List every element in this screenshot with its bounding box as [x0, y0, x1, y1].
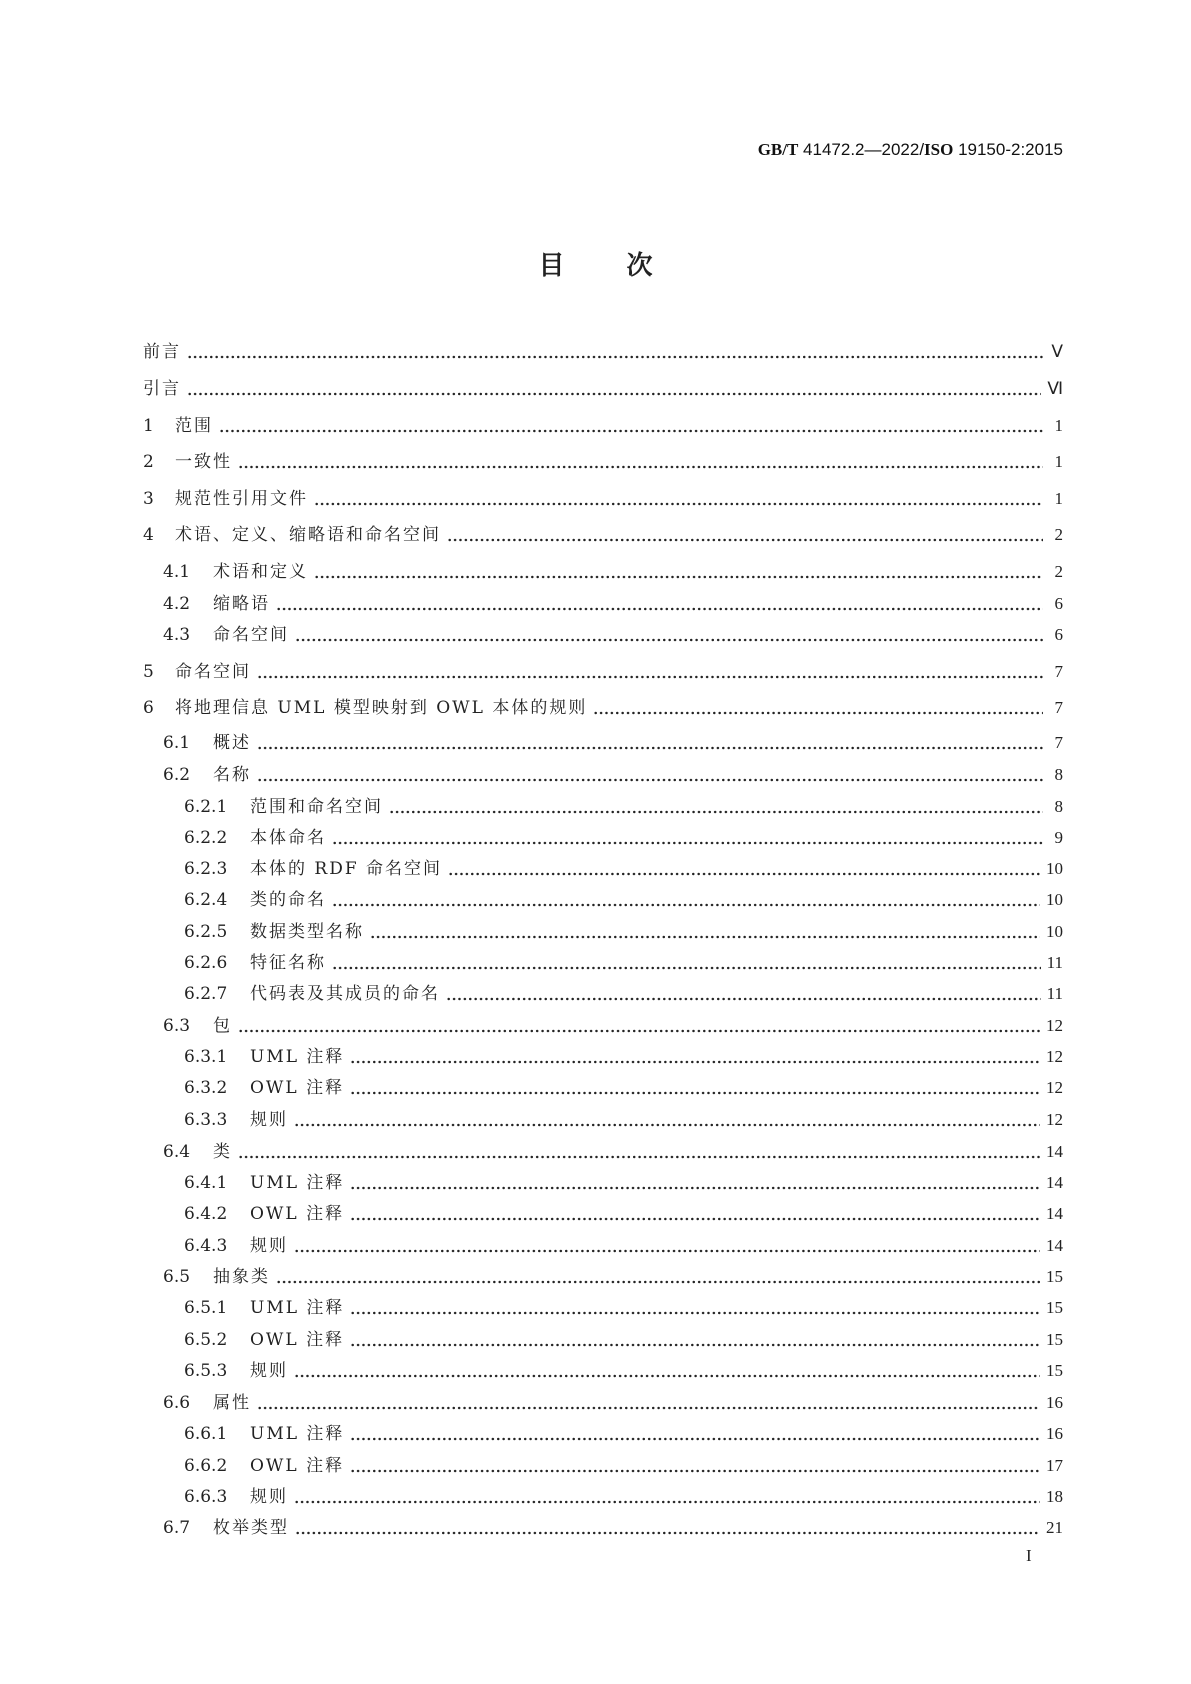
- toc-entry-number: 6.2.6: [184, 953, 228, 973]
- toc-entry[interactable]: [143, 660, 1063, 684]
- toc-entry-number: 3: [143, 489, 154, 509]
- toc-entry-title: UML 注释: [250, 1047, 345, 1067]
- toc-entry-number: 6.3.1: [184, 1047, 228, 1067]
- dot-leader: [447, 537, 1043, 543]
- toc-entry-page: 15: [1046, 1267, 1063, 1286]
- dot-leader: [257, 745, 1043, 751]
- toc-entry[interactable]: [184, 1485, 1063, 1509]
- toc-entry[interactable]: [143, 340, 1063, 364]
- toc-entry-title: 术语和定义: [213, 562, 308, 582]
- toc-entry-title: OWL 注释: [250, 1078, 345, 1098]
- dot-leader: [370, 934, 1040, 940]
- toc-entry-title: OWL 注释: [250, 1330, 345, 1350]
- dot-leader: [295, 637, 1043, 643]
- dot-leader: [350, 1090, 1040, 1096]
- toc-entry-title: 抽象类: [213, 1267, 270, 1287]
- dot-leader: [350, 1342, 1040, 1348]
- toc-entry-number: 6.6.2: [184, 1456, 228, 1476]
- dot-leader: [238, 464, 1043, 470]
- toc-entry-title: 引言: [143, 379, 181, 399]
- toc-entry-number: 6.3: [163, 1016, 191, 1036]
- toc-entry-page: 16: [1046, 1424, 1063, 1443]
- toc-entry-page: 8: [1054, 765, 1063, 784]
- toc-entry[interactable]: [163, 763, 1063, 787]
- toc-entry[interactable]: [184, 795, 1063, 819]
- toc-entry-number: 6.4: [163, 1142, 191, 1162]
- dot-leader: [238, 1028, 1040, 1034]
- toc-entry-number: 6.2: [163, 765, 191, 785]
- toc-entry-number: 6.2.7: [184, 984, 228, 1004]
- toc-entry[interactable]: [184, 826, 1063, 850]
- toc-entry[interactable]: [163, 1140, 1063, 1164]
- code-number: 41472.2—2022/: [798, 140, 925, 159]
- toc-entry-page: 1: [1054, 452, 1063, 471]
- dot-leader: [593, 710, 1043, 716]
- toc-entry-title: 特征名称: [250, 953, 326, 973]
- toc-entry-number: 6.5: [163, 1267, 191, 1287]
- toc-entry-number: 1: [143, 416, 154, 436]
- page-folio: I: [1026, 1546, 1032, 1565]
- toc-entry-page: 9: [1054, 828, 1063, 847]
- toc-entry-page: 8: [1054, 797, 1063, 816]
- dot-leader: [350, 1468, 1040, 1474]
- toc-entry-number: 6.3.3: [184, 1110, 228, 1130]
- toc-entry-page: 12: [1046, 1047, 1063, 1066]
- toc-entry-title: UML 注释: [250, 1173, 345, 1193]
- dot-leader: [187, 354, 1043, 360]
- toc-entry[interactable]: [184, 1454, 1063, 1478]
- toc-entry-page: 10: [1046, 890, 1063, 909]
- dot-leader: [350, 1216, 1040, 1222]
- toc-entry-title: 一致性: [175, 452, 232, 472]
- toc-entry-number: 6.6.3: [184, 1487, 228, 1507]
- toc-entry[interactable]: [143, 377, 1063, 401]
- toc-entry-number: 4.2: [163, 594, 191, 614]
- dot-leader: [294, 1248, 1040, 1254]
- toc-entry-title: 名称: [213, 765, 251, 785]
- toc-entry-number: 6.2.3: [184, 859, 228, 879]
- dot-leader: [219, 428, 1043, 434]
- toc-entry-page: 6: [1054, 594, 1063, 613]
- toc-entry-title: 枚举类型: [213, 1518, 289, 1538]
- toc-entry-page: 15: [1046, 1361, 1063, 1380]
- toc-entry-title: 术语、定义、缩略语和命名空间: [175, 525, 441, 545]
- toc-entry-page: 15: [1046, 1330, 1063, 1349]
- toc-entry-title: OWL 注释: [250, 1456, 345, 1476]
- dot-leader: [350, 1436, 1040, 1442]
- toc-entry-title: 命名空间: [213, 625, 289, 645]
- toc-entry-page: 18: [1046, 1487, 1063, 1506]
- toc-entry-title: UML 注释: [250, 1298, 345, 1318]
- dot-leader: [238, 1154, 1040, 1160]
- dot-leader: [257, 777, 1043, 783]
- toc-entry-page: 21: [1046, 1518, 1063, 1537]
- toc-entry-number: 6.4.1: [184, 1173, 228, 1193]
- toc-entry[interactable]: [163, 560, 1063, 584]
- standard-code-header: [758, 140, 1063, 160]
- page-title: 目次: [538, 251, 715, 281]
- toc-entry-title: 将地理信息 UML 模型映射到 OWL 本体的规则: [175, 698, 588, 718]
- toc-entry-number: 6.2.5: [184, 922, 228, 942]
- toc-entry-number: 6.5.1: [184, 1298, 228, 1318]
- toc-entry-title: 范围: [175, 416, 213, 436]
- dot-leader: [389, 809, 1043, 815]
- toc-entry[interactable]: [184, 1296, 1063, 1320]
- toc-entry-page: 12: [1046, 1016, 1063, 1035]
- toc-entry-title: 数据类型名称: [250, 922, 364, 942]
- dot-leader: [187, 391, 1041, 397]
- toc-entry-number: 6.6: [163, 1393, 191, 1413]
- toc-entry-title: 类的命名: [250, 890, 326, 910]
- toc-entry-title: 规范性引用文件: [175, 489, 308, 509]
- toc-entry-page: 2: [1054, 562, 1063, 581]
- toc-entry[interactable]: [184, 888, 1063, 912]
- toc-entry[interactable]: [143, 523, 1063, 547]
- toc-entry-title: 规则: [250, 1236, 288, 1256]
- toc-entry[interactable]: [184, 1108, 1063, 1132]
- toc-entry[interactable]: [143, 414, 1063, 438]
- toc-entry-number: 6.3.2: [184, 1078, 228, 1098]
- toc-entry-page: 1: [1054, 489, 1063, 508]
- toc-entry-page: 16: [1046, 1393, 1063, 1412]
- toc-entry-title: 类: [213, 1142, 232, 1162]
- toc-entry[interactable]: [143, 696, 1063, 720]
- toc-entry-number: 6.6.1: [184, 1424, 228, 1444]
- toc-entry-title: 命名空间: [175, 662, 251, 682]
- toc-entry-number: 6.2.2: [184, 828, 228, 848]
- toc-entry-title: 代码表及其成员的命名: [250, 984, 440, 1004]
- toc-entry-number: 6: [143, 698, 154, 718]
- toc-entry-number: 6.4.3: [184, 1236, 228, 1256]
- toc-entry-page: 11: [1046, 984, 1063, 1003]
- toc-entry[interactable]: [184, 920, 1063, 944]
- toc-entry-number: 6.2.1: [184, 797, 228, 817]
- dot-leader: [332, 965, 1041, 971]
- dot-leader: [294, 1373, 1040, 1379]
- toc-entry-title: 前言: [143, 342, 181, 362]
- dot-leader: [294, 1499, 1040, 1505]
- dot-leader: [350, 1059, 1040, 1065]
- toc-entry-number: 4.3: [163, 625, 191, 645]
- dot-leader: [448, 871, 1040, 877]
- toc-entry-number: 6.2.4: [184, 890, 228, 910]
- toc-entry-title: 本体命名: [250, 828, 326, 848]
- toc-entry-page: 6: [1054, 625, 1063, 644]
- toc-entry-page: 11: [1046, 953, 1063, 972]
- toc-entry-page: Ⅵ: [1047, 379, 1063, 398]
- toc-entry-title: 属性: [213, 1393, 251, 1413]
- toc-entry-page: 14: [1046, 1236, 1063, 1255]
- toc-entry-title: UML 注释: [250, 1424, 345, 1444]
- toc-entry-page: 10: [1046, 859, 1063, 878]
- dot-leader: [332, 840, 1043, 846]
- toc-entry-title: 规则: [250, 1110, 288, 1130]
- toc-entry-number: 6.5.2: [184, 1330, 228, 1350]
- dot-leader: [294, 1122, 1040, 1128]
- toc-entry-page: 7: [1054, 662, 1063, 681]
- dot-leader: [257, 1405, 1040, 1411]
- toc-entry-page: 12: [1046, 1078, 1063, 1097]
- toc-entry-number: 5: [143, 662, 154, 682]
- toc-entry[interactable]: [184, 1359, 1063, 1383]
- toc-entry[interactable]: [184, 982, 1063, 1006]
- toc-entry-page: 14: [1046, 1142, 1063, 1161]
- toc-entry-number: 4: [143, 525, 154, 545]
- toc-entry-title: 包: [213, 1016, 232, 1036]
- toc-entry[interactable]: [163, 592, 1063, 616]
- code-prefix: GB/T: [757, 140, 799, 159]
- toc-entry-page: 14: [1046, 1204, 1063, 1223]
- dot-leader: [314, 574, 1043, 580]
- dot-leader: [276, 606, 1043, 612]
- toc-entry-page: 1: [1054, 416, 1063, 435]
- toc-entry-page: Ⅴ: [1051, 342, 1063, 361]
- toc-entry-number: 6.5.3: [184, 1361, 228, 1381]
- dot-leader: [257, 674, 1043, 680]
- toc-entry[interactable]: [143, 450, 1063, 474]
- toc-entry[interactable]: [184, 857, 1063, 881]
- toc-entry-page: 7: [1054, 698, 1063, 717]
- toc-entry-page: 15: [1046, 1298, 1063, 1317]
- code-iso: ISO: [924, 140, 954, 159]
- toc-entry-page: 12: [1046, 1110, 1063, 1129]
- toc-entry-title: 概述: [213, 733, 251, 753]
- toc-entry-title: 本体的 RDF 命名空间: [250, 859, 443, 879]
- toc-entry-title: OWL 注释: [250, 1204, 345, 1224]
- dot-leader: [314, 501, 1043, 507]
- toc-entry-number: 6.1: [163, 733, 191, 753]
- toc-entry-title: 缩略语: [213, 594, 270, 614]
- toc-entry[interactable]: [184, 1234, 1063, 1258]
- dot-leader: [276, 1279, 1040, 1285]
- toc-entry[interactable]: [163, 1516, 1063, 1540]
- toc-entry-page: 2: [1054, 525, 1063, 544]
- toc-entry[interactable]: [184, 951, 1063, 975]
- toc-entry[interactable]: [184, 1045, 1063, 1069]
- toc-entry-number: 6.7: [163, 1518, 191, 1538]
- dot-leader: [332, 902, 1040, 908]
- dot-leader: [295, 1530, 1040, 1536]
- toc-entry-number: 4.1: [163, 562, 191, 582]
- toc-entry-page: 14: [1046, 1173, 1063, 1192]
- dot-leader: [350, 1310, 1040, 1316]
- toc-entry-title: 范围和命名空间: [250, 797, 383, 817]
- toc-entry[interactable]: [163, 1014, 1063, 1038]
- toc-entry-number: 6.4.2: [184, 1204, 228, 1224]
- toc-entry[interactable]: [163, 731, 1063, 755]
- toc-entry-title: 规则: [250, 1361, 288, 1381]
- toc-entry-page: 17: [1046, 1456, 1063, 1475]
- toc-entry-page: 7: [1054, 733, 1063, 752]
- code-iso-number: 19150-2:2015: [953, 140, 1063, 159]
- dot-leader: [350, 1185, 1040, 1191]
- toc-entry[interactable]: [184, 1171, 1063, 1195]
- toc-entry-page: 10: [1046, 922, 1063, 941]
- toc-entry[interactable]: [184, 1202, 1063, 1226]
- toc-entry-title: 规则: [250, 1487, 288, 1507]
- toc-entry-number: 2: [143, 452, 154, 472]
- toc-entry[interactable]: [143, 487, 1063, 511]
- toc-entry[interactable]: [184, 1422, 1063, 1446]
- toc-entry[interactable]: [163, 1391, 1063, 1415]
- toc-entry[interactable]: [184, 1076, 1063, 1100]
- toc-entry[interactable]: [163, 623, 1063, 647]
- toc-entry[interactable]: [184, 1328, 1063, 1352]
- toc-entry[interactable]: [163, 1265, 1063, 1289]
- dot-leader: [446, 996, 1041, 1002]
